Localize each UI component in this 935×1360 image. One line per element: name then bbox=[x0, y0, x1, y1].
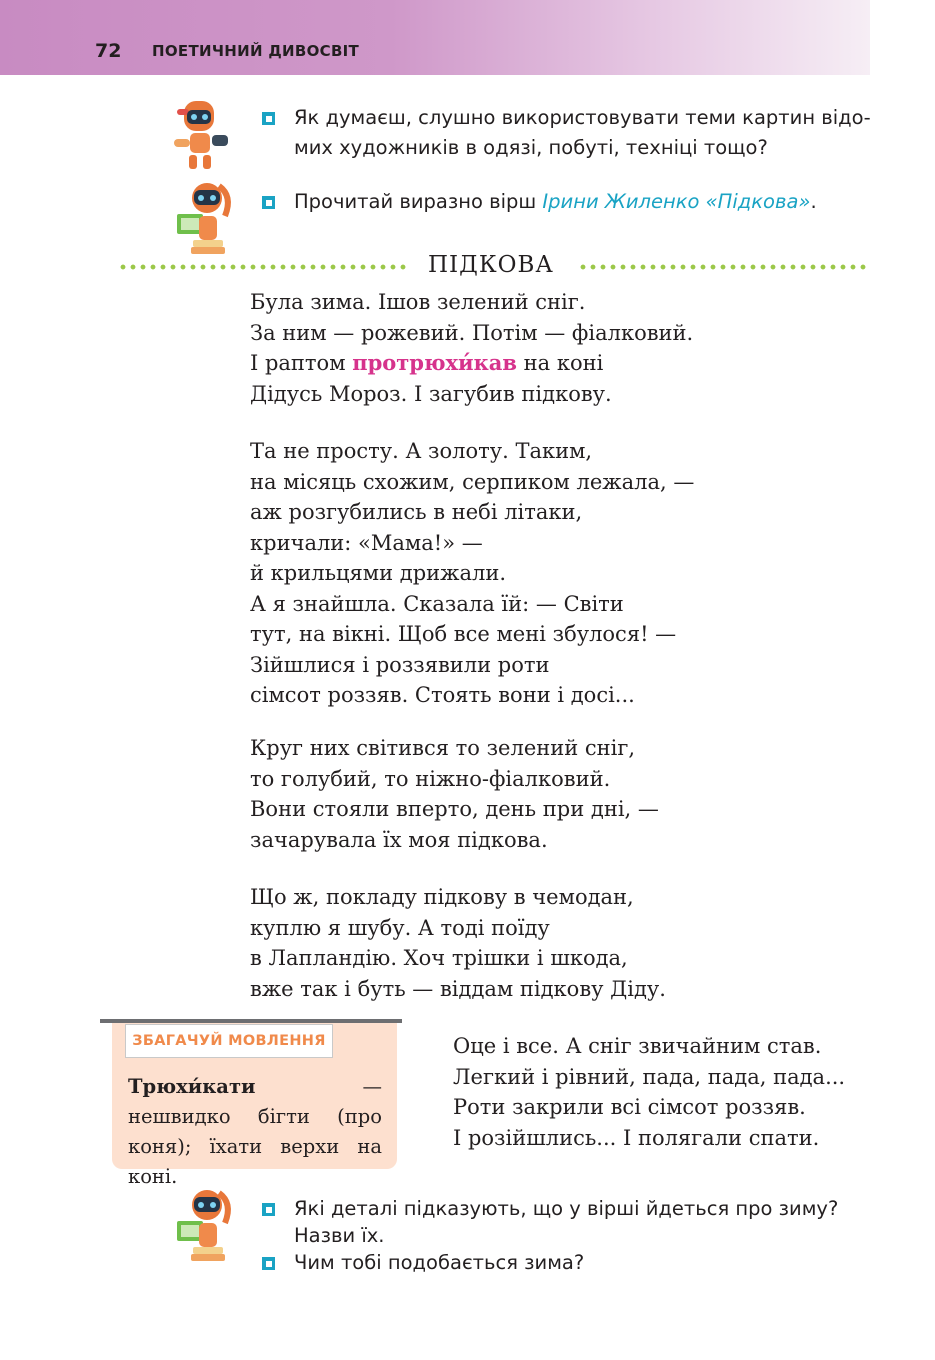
page-number: 72 bbox=[95, 40, 122, 62]
poem-title: ПІДКОВА bbox=[428, 252, 554, 278]
task-question-3 bbox=[262, 1249, 882, 1276]
robot-reading-icon bbox=[163, 1185, 243, 1265]
task-line: Як думаєш, слушно використовувати теми картин відо- bbox=[294, 106, 871, 129]
poem-line: Що ж, покладу підкову в чемодан, bbox=[250, 885, 634, 909]
vocabulary-term: Трюхи́кати bbox=[128, 1075, 256, 1098]
author-poem-reference: Ірини Жиленко «Підкова» bbox=[542, 190, 811, 213]
poem-line: Та не просту. А золоту. Таким, bbox=[250, 439, 593, 463]
poem-stanza-3 bbox=[250, 733, 659, 855]
poem-line: на місяць схожим, серпиком лежала, — bbox=[250, 469, 695, 494]
poem-line: Легкий і рівний, пада, пада, пада... bbox=[453, 1064, 846, 1089]
robot-thinking-icon bbox=[160, 95, 240, 175]
poem-line: тут, на вікні. Щоб все мені збулося! — bbox=[250, 622, 677, 646]
poem-line: в Лапландію. Хоч трішки і шкода, bbox=[250, 946, 628, 970]
poem-line: куплю я шубу. А тоді поїду bbox=[250, 915, 550, 940]
task-text: Прочитай виразно вірш bbox=[294, 190, 543, 213]
square-bullet-icon bbox=[262, 1203, 275, 1216]
dotted-divider-left bbox=[118, 264, 408, 270]
poem-line: Круг них світився то зелений сніг, bbox=[250, 736, 636, 760]
highlighted-word: протрюхи́кав bbox=[352, 350, 517, 375]
vocabulary-box-rule bbox=[100, 1019, 402, 1023]
poem-line: аж розгубились в небі літаки, bbox=[250, 500, 583, 524]
poem-line: Оце і все. А сніг звичайним став. bbox=[453, 1034, 822, 1058]
poem-line: вже так і буть — віддам підкову Діду. bbox=[250, 976, 666, 1001]
poem-line: А я знайшла. Сказала їй: — Світи bbox=[250, 591, 624, 616]
square-bullet-icon bbox=[262, 1257, 275, 1270]
task-line: Назви їх. bbox=[294, 1224, 385, 1247]
task-text-suffix: . bbox=[810, 190, 817, 213]
square-bullet-icon bbox=[262, 112, 275, 125]
robot-reading-icon bbox=[163, 178, 243, 258]
poem-stanza-1 bbox=[250, 287, 693, 409]
task-line: Чим тобі подобається зима? bbox=[294, 1251, 585, 1274]
poem-line: Роти закрили всі сімсот роззяв. bbox=[453, 1095, 806, 1119]
poem-line: Вони стояли вперто, день при дні, — bbox=[250, 797, 659, 821]
poem-line: то голубий, то ніжно-фіалковий. bbox=[250, 766, 611, 791]
poem-line: Була зима. Ішов зелений сніг. bbox=[250, 290, 586, 314]
poem-line: кричали: «Мама!» — bbox=[250, 530, 483, 555]
task-read-poem bbox=[262, 187, 882, 217]
vocabulary-definition bbox=[128, 1072, 382, 1192]
task-line: мих художників в одязі, побуті, техніці тощо? bbox=[294, 136, 768, 159]
poem-stanza-4 bbox=[250, 882, 666, 1004]
poem-line: І раптом протрюхи́кав на коні bbox=[250, 350, 604, 375]
poem-line: й крильцями дрижали. bbox=[250, 561, 506, 585]
poem-line: І розійшлись... І полягали спати. bbox=[453, 1125, 820, 1150]
task-line: Які деталі підказують, що у вірші йдеться про зиму? bbox=[294, 1197, 839, 1220]
page-header bbox=[0, 0, 870, 75]
poem-line: Зійшлися і роззявили роти bbox=[250, 652, 550, 677]
poem-stanza-2 bbox=[250, 436, 694, 711]
vocabulary-tag: ЗБАГАЧУЙ МОВЛЕННЯ bbox=[125, 1024, 333, 1058]
poem-line: За ним — рожевий. Потім — фіалковий. bbox=[250, 320, 694, 345]
poem-line: зачарувала їх моя підкова. bbox=[250, 827, 548, 852]
vocabulary-definition-text: — нешвидко бігти (про коня); їхати верхи на коні. bbox=[128, 1075, 382, 1188]
task-question-2 bbox=[262, 1195, 882, 1249]
square-bullet-icon bbox=[262, 196, 275, 209]
poem-line: Дідусь Мороз. І загубив підкову. bbox=[250, 381, 612, 406]
section-title: ПОЕТИЧНИЙ ДИВОСВІТ bbox=[152, 42, 360, 60]
dotted-divider-right bbox=[578, 264, 870, 270]
task-question-1 bbox=[262, 103, 882, 163]
poem-stanza-5 bbox=[453, 1031, 845, 1153]
poem-line: сімсот роззяв. Стоять вони і досі... bbox=[250, 683, 635, 707]
